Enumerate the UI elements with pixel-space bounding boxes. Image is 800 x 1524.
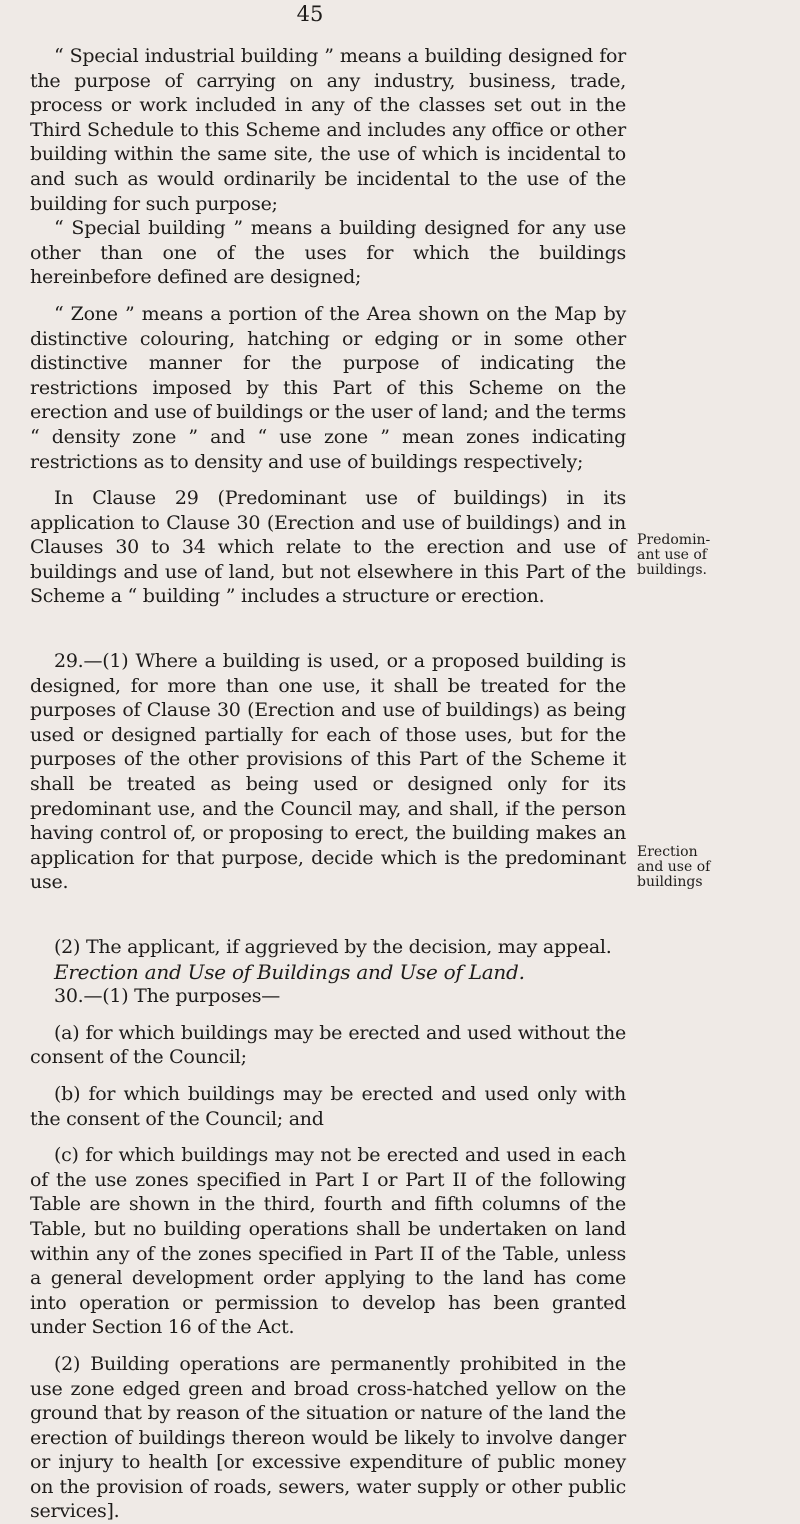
margin-note-line: and use of (637, 859, 711, 875)
margin-note-line: Predomin- (637, 532, 711, 548)
margin-note-line: Erection (637, 844, 698, 860)
margin-note-line: buildings. (637, 562, 707, 578)
main-text (30, 44, 626, 1524)
clause-30-2: (2) Building operations are permanently prohibited in the use zone edged green and broad cross-hatched yellow on the ground that by reason of the situation or nature of the land the erection of buildings thereon would be likely to involve danger or injury to health [or excessive expenditure of public money on the provision of roads, sewers, water supply or other public services]. (30, 1352, 626, 1523)
margin-note-line: ant use of (637, 547, 707, 563)
definition-special-industrial-building: “ Special industrial building ” means a building designed for the purpose of carrying on any industry, business, trade, process or work included in any of the classes set out in the Third Schedule to this Scheme and includes any office or other building within the same site, the use of which is incidental to and such as would ordinarily be incidental to the use of the building for such purpose; (30, 45, 626, 215)
page-number: 45 (296, 2, 324, 26)
margin-note-line: buildings (637, 874, 703, 890)
margin-note-erection-use (637, 845, 797, 890)
definition-special-building: “ Special building ” means a building designed for any use other than one of the uses for which the buildings hereinbefore defined are designed; (30, 217, 626, 289)
clause-30-1-c: (c) for which buildings may not be erected and used in each of the use zones specified in Part I or Part II of the following Table are shown in the third, fourth and fifth columns of the Table, but no building operations shall be undertaken on land within any of the zones specified in Part II of the Table, unless a general development order applying to the land has come into operation or permission to develop has been granted under Section 16 of the Act. (30, 1144, 626, 1339)
clause-30-1-a: (a) for which buildings may be erected and used without the consent of the Council; (30, 1021, 626, 1069)
section-heading: Erection and Use of Buildings and Use of Land. (54, 959, 525, 984)
definition-zone: “ Zone ” means a portion of the Area shown on the Map by distinctive colouring, hatching or edging or in some other distinctive manner for the purpose of indicating the restrictions imposed by this Part of this Scheme on the erection and use of buildings or the user of land; and the terms “ density zone ” and “ use zone ” mean zones indicating restrictions as to density and use of buildings respectively; (30, 302, 626, 473)
clause-30-1-b: (b) for which buildings may be erected and used only with the consent of the Council; and (30, 1082, 626, 1130)
clause-29-1: 29.—(1) Where a building is used, or a proposed building is designed, for more than one use, it shall be treated for the purposes of Clause 30 (Erection and use of buildings) as being used or designed partially for each of those uses, but for the purposes of the other provisions of this Part of the Scheme it shall be treated as being used or designed only for its predominant use, and the Council may, and shall, if the person having control of, or proposing to erect, the building makes an application for that purpose, decide which is the predominant use. (30, 650, 626, 894)
building-interpretation-note: In Clause 29 (Predominant use of buildings) in its application to Clause 30 (Erection and use of buildings) and in Clauses 30 to 34 which relate to the erection and use of buildings and use of land, but not elsewhere in this Part of the Scheme a “ building ” includes a structure or erection. (30, 487, 626, 608)
clause-30-1-intro: 30.—(1) The purposes— (54, 985, 280, 1008)
clause-29-2: (2) The applicant, if aggrieved by the decision, may appeal. (54, 936, 612, 958)
margin-note-predominant-use (637, 533, 797, 578)
